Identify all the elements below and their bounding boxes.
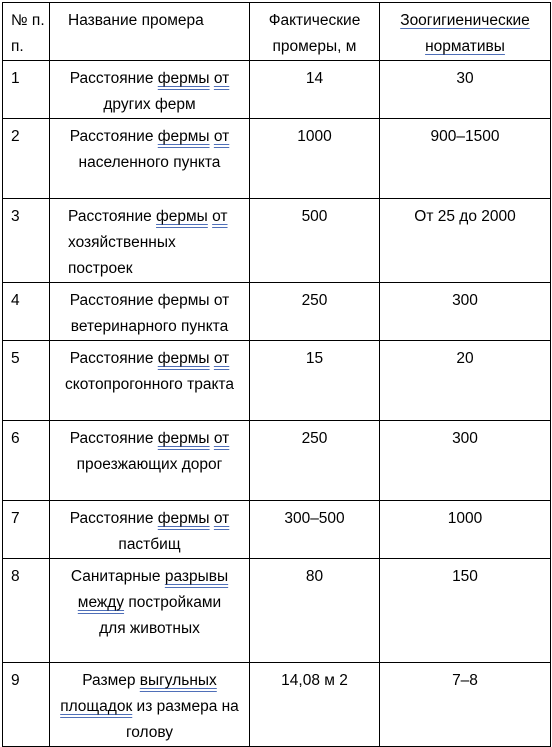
row-name bbox=[50, 119, 250, 199]
row-num: 1 bbox=[3, 61, 50, 119]
row-num: 9 bbox=[3, 663, 50, 747]
row-norm: 7–8 bbox=[380, 663, 551, 747]
header-name: Название промера bbox=[50, 3, 250, 61]
row-norm: 900–1500 bbox=[380, 119, 551, 199]
header-norm bbox=[380, 3, 551, 61]
row-norm: От 25 до 2000 bbox=[380, 199, 551, 283]
row-fact: 300–500 bbox=[250, 501, 380, 559]
header-num: № п. п. bbox=[3, 3, 50, 61]
row-num: 2 bbox=[3, 119, 50, 199]
row-name-text: Расстояние фермы от скотопрогонного тракта bbox=[65, 350, 234, 393]
row-fact: 500 bbox=[250, 199, 380, 283]
row-name-text: Расстояние фермы от хозяйственных построек bbox=[68, 208, 228, 277]
row-num: 5 bbox=[3, 341, 50, 421]
row-fact: 14,08 м 2 bbox=[250, 663, 380, 747]
row-name-text: Расстояние фермы от пастбищ bbox=[69, 510, 230, 553]
row-num: 3 bbox=[3, 199, 50, 283]
row-norm: 1000 bbox=[380, 501, 551, 559]
row-name bbox=[50, 559, 250, 663]
row-name-text: Расстояние фермы от ветеринарного пункта bbox=[69, 292, 230, 335]
table-row bbox=[3, 283, 551, 341]
table-row bbox=[3, 501, 551, 559]
header-norm-text: Зоогигиенические нормативы bbox=[400, 12, 530, 55]
row-norm: 150 bbox=[380, 559, 551, 663]
measurement-table bbox=[2, 2, 551, 747]
row-name bbox=[50, 199, 250, 283]
row-num: 8 bbox=[3, 559, 50, 663]
row-name bbox=[50, 663, 250, 747]
row-fact: 14 bbox=[250, 61, 380, 119]
row-fact: 250 bbox=[250, 283, 380, 341]
row-norm: 20 bbox=[380, 341, 551, 421]
row-name bbox=[50, 501, 250, 559]
row-norm: 300 bbox=[380, 283, 551, 341]
row-num: 4 bbox=[3, 283, 50, 341]
table-row bbox=[3, 199, 551, 283]
row-fact: 15 bbox=[250, 341, 380, 421]
table-row bbox=[3, 663, 551, 747]
row-name-text: Расстояние фермы от других ферм bbox=[69, 70, 230, 113]
row-name-text: Расстояние фермы от населенного пункта bbox=[69, 128, 230, 171]
row-norm: 30 bbox=[380, 61, 551, 119]
row-fact: 80 bbox=[250, 559, 380, 663]
header-fact: Фактические промеры, м bbox=[250, 3, 380, 61]
row-norm: 300 bbox=[380, 421, 551, 501]
row-fact: 250 bbox=[250, 421, 380, 501]
row-name bbox=[50, 61, 250, 119]
row-num: 7 bbox=[3, 501, 50, 559]
table-row bbox=[3, 119, 551, 199]
row-name-text: Расстояние фермы от проезжающих дорог bbox=[69, 430, 230, 473]
table-row bbox=[3, 421, 551, 501]
header-row bbox=[3, 3, 551, 61]
table-row bbox=[3, 61, 551, 119]
table-row bbox=[3, 341, 551, 421]
row-fact: 1000 bbox=[250, 119, 380, 199]
row-name-text: Размер выгульных площадок из размера на голову bbox=[60, 672, 239, 741]
row-name bbox=[50, 421, 250, 501]
row-num: 6 bbox=[3, 421, 50, 501]
row-name bbox=[50, 341, 250, 421]
row-name bbox=[50, 283, 250, 341]
row-name-text: Санитарные разрывы между постройками для животных bbox=[70, 568, 229, 637]
table-row bbox=[3, 559, 551, 663]
